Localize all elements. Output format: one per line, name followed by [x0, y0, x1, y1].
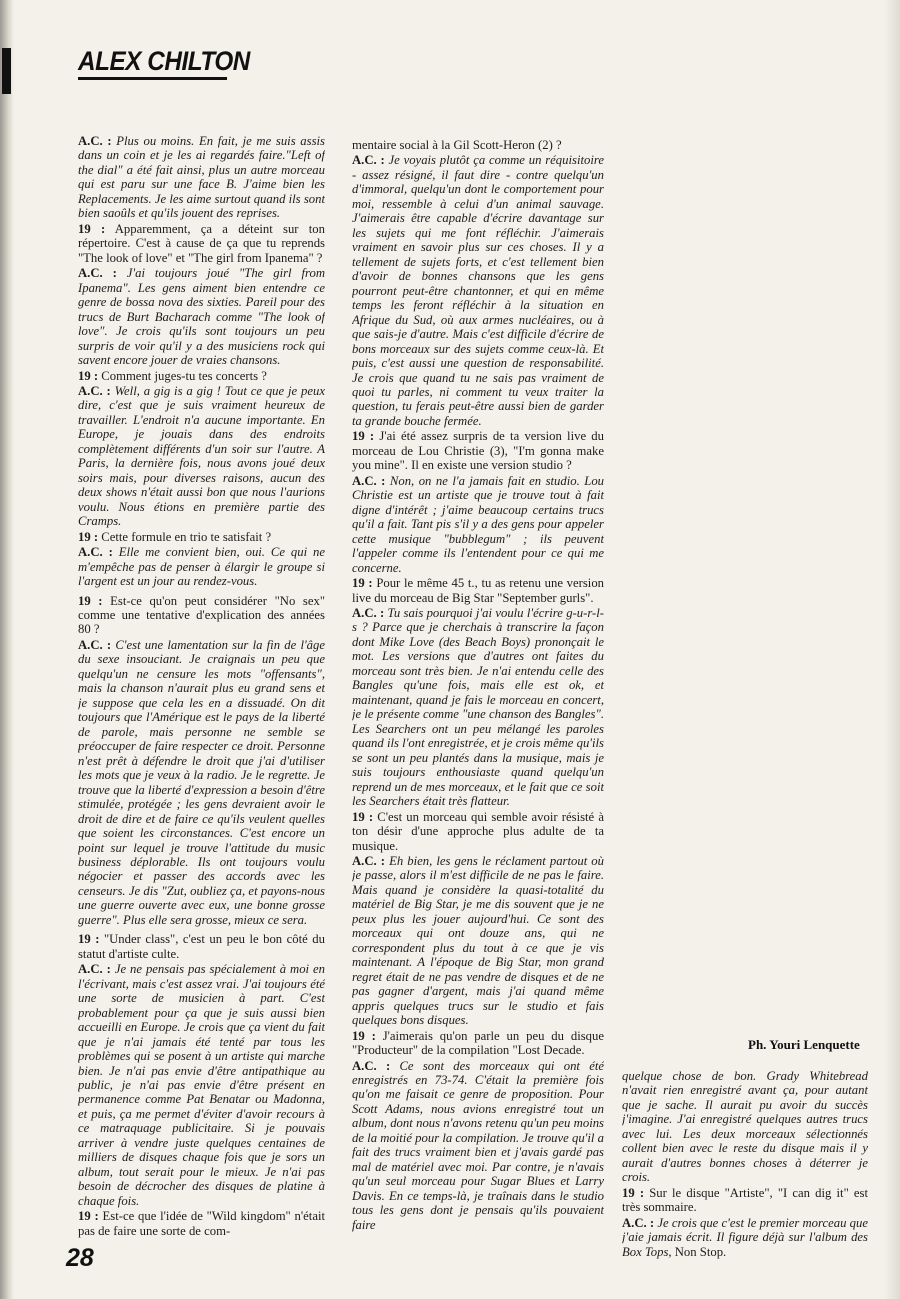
paragraph-text: Plus ou moins. En fait, je me suis assis dans un coin et je les ai regardés faire."Left of the dial" a été fait ainsi, plus un autre morceau qui est paru sur une face B. J'aime bien les Replacements. Je les aime surtout quand ils sont bien saoûls et qu'ils jouent des reprises. — [78, 134, 325, 221]
speaker-label: 19 : — [78, 593, 103, 608]
paragraph-text: Eh bien, les gens le réclament partout où je passe, alors il m'est difficile de ne pas le faire. Mais quand je considère la quasi-totalité du matériel de Big Star, je me dis souvent que je ne peux plus les jouer aujourd'hui. Ce sont des morceaux qui ont douze ans, qui ne correspondent plus du tout à ce que je vis maintenant. A l'époque de Big Star, mon grand regret était de ne pas vendre de disques et de ne pas gagner d'argent, mais j'ai quand même appris quelques trucs sur le studio et fais quelques bons disques. — [352, 853, 604, 1028]
paragraph-text: Sur le disque "Artiste", "I can dig it" est très sommaire. — [622, 1185, 868, 1215]
interview-answer — [352, 153, 604, 428]
speaker-label: 19 : — [78, 1209, 99, 1224]
paragraph-text: J'ai été assez surpris de ta version live du morceau de Lou Christie (3), "I'm gonna make you mine". Il en existe une version studio ? — [352, 429, 604, 473]
interview-question — [78, 1209, 325, 1238]
interview-question — [352, 138, 604, 152]
title-underline — [78, 77, 227, 80]
interview-answer — [78, 384, 325, 529]
interview-question — [78, 530, 325, 544]
interview-answer — [352, 1059, 604, 1233]
spine-marker — [2, 48, 11, 94]
speaker-label: 19 : — [352, 576, 373, 591]
speaker-label: A.C. : — [352, 1058, 391, 1073]
interview-question — [78, 932, 325, 961]
interview-answer — [78, 545, 325, 588]
interview-answer — [622, 1069, 868, 1185]
interview-question — [622, 1186, 868, 1215]
interview-question — [352, 429, 604, 472]
paragraph-text: Je voyais plutôt ça comme un réquisitoire - assez résigné, il faut dire - contre quelqu'un d'immoral, quelqu'un dont le comportement pour moi, ressemble à celui d'un animal sauvage. J'aimerais être capable d'écrire davantage sur les sujets qui me font réfléchir. J'aimerais vraiment en savoir plus sur ces choses. Il y a tellement de sujets forts, et c'est tellement bien d'avoir de bonnes chansons que les gens pourront peut-être chantonner, et qui en même temps les feront réfléchir à la situation en Afrique du Sud, où aux armes nucléaires, ou à que sais-je d'autre. Mais c'est difficile d'écrire de bons morceaux sur des sujets comme ceux-là. Et puis, c'est aussi une question de responsabilité. Je crois que quand tu ne sais pas vraiment de quoi tu parles, ni comment tu veux traiter la question, tu ferais peut-être aussi bien de garder ta grande bouche fermée. — [352, 153, 604, 428]
speaker-label: A.C. : — [78, 266, 117, 281]
interview-answer — [78, 638, 325, 927]
speaker-label: 19 : — [352, 809, 374, 824]
text-column-2 — [352, 138, 604, 1248]
speaker-label: A.C. : — [78, 383, 111, 398]
photo-credit: Ph. Youri Lenquette — [748, 1037, 860, 1052]
interview-answer — [78, 962, 325, 1208]
speaker-label: 19 : — [78, 932, 100, 947]
paragraph-text: Tu sais pourquoi j'ai voulu l'écrire g-u-r-l-s ? Parce que je cherchais à transcrire la façon dont Mike Love (des Beach Boys) prononçait le mot. Les versions que d'autres ont faites du morceau sont très bien. Je n'ai entendu celle des Bangles qu'une fois, mais elle est ok, et maintenant, quand je fais le morceau en concert, je le présente comme "une chanson des Bangles". Les Searchers ont un peu mélangé les paroles quand ils l'ont enregistrée, et je crois même qu'ils se sont un peu plantés dans la musique, mais je suis toujours enthousiaste quand quelqu'un reprend un de mes morceaux, et le fait que ce soit les Searchers était très flatteur. — [352, 606, 604, 809]
interview-answer — [352, 606, 604, 809]
speaker-label: A.C. : — [78, 134, 112, 148]
interview-answer — [78, 266, 325, 367]
paragraph-text: Pour le même 45 t., tu as retenu une version live du morceau de Big Star "September gurls". — [352, 576, 604, 605]
paragraph-text: "Under class", c'est un peu le bon côté du statut d'artiste culte. — [78, 932, 325, 961]
paragraph-text: Non, on ne l'a jamais fait en studio. Lou Christie est un artiste que je trouve tout à fait digne d'intérêt ; j'aime beaucoup certains trucs qu'il a fait. Tant pis s'il y a des gens pour appeler cette musique "bubblegum" ; ils peuvent l'appeler comme ils l'entendent pour ce qui me concerne. — [352, 473, 604, 575]
speaker-label: 19 : — [352, 429, 375, 444]
interview-answer — [78, 134, 325, 221]
page-edge — [884, 0, 900, 1299]
speaker-label: A.C. : — [78, 962, 111, 977]
interview-question — [78, 369, 325, 383]
paragraph-text: Est-ce que l'idée de "Wild kingdom" n'était pas de faire une sorte de com- — [78, 1209, 325, 1238]
interview-question — [352, 576, 604, 605]
interview-question — [78, 222, 325, 265]
speaker-label: 19 : — [78, 529, 99, 544]
speaker-label: A.C. : — [352, 153, 385, 168]
paragraph-text: Je crois que c'est le premier morceau que j'aie jamais écrit. Il figure déjà sur l'album des Box Tops, — [622, 1215, 868, 1259]
speaker-label: 19 : — [78, 368, 99, 383]
speaker-label: A.C. : — [78, 545, 113, 560]
speaker-label: A.C. : — [622, 1215, 655, 1230]
interview-answer — [352, 474, 604, 575]
interview-question — [78, 594, 325, 637]
text-column-1 — [78, 134, 325, 1244]
paragraph-text: Comment juges-tu tes concerts ? — [101, 368, 267, 383]
speaker-label: 19 : — [352, 1028, 376, 1043]
paragraph-text: Elle me convient bien, oui. Ce qui ne m'empêche pas de penser à élargir le groupe si l'argent est un jour au rendez-vous. — [78, 545, 325, 589]
paragraph-text: C'est un morceau qui semble avoir résisté à ton désir d'une approche plus adulte de ta musique. — [352, 809, 604, 853]
speaker-label: 19 : — [622, 1185, 645, 1200]
interview-question — [352, 1029, 604, 1058]
interview-answer — [352, 854, 604, 1028]
speaker-label: A.C. : — [352, 473, 386, 488]
speaker-label: A.C. : — [78, 637, 112, 652]
paragraph-text: J'aimerais qu'on parle un peu du disque "Producteur" de la compilation "Lost Decade. — [352, 1028, 604, 1058]
paragraph-text: J'ai toujours joué "The girl from Ipanema". Les gens aiment bien entendre ce genre de bossa nova des sixties. Pareil pour des trucs de Burt Bacharach comme "The look of love". Je crois qu'ils sont toujours un peu surpris de voir qu'il y a des musiciens rock qui savent encore jouer de vraies chansons. — [78, 266, 325, 368]
paragraph-text: Well, a gig is a gig ! Tout ce que je peux dire, c'est que je suis vraiment heureux de travailler. L'endroit n'a aucune importante. En Europe, je jouais dans des endroits complètement différents d'un soir sur l'autre. A Paris, la dernière fois, nous avons joué deux soirs mais, pour diverses raisons, aucun des deux shows n'était aussi bon que nous l'aurions voulu. Nous étions en première partie des Cramps. — [78, 383, 325, 529]
interview-answer — [622, 1216, 868, 1259]
speaker-label: A.C. : — [352, 853, 385, 868]
page-spine — [0, 0, 14, 1299]
paragraph-text: Je ne pensais pas spécialement à moi en l'écrivant, mais c'est assez vrai. J'ai toujours été une sorte de musicien à part. C'est probablement pour ça que je suis aussi bien accueilli en Europe. Je crois que ça vient du fait que je n'ai jamais été tenté par tous les problèmes qui se posent à un artiste qui marche bien. Je n'ai pas envie d'être antipathique au public, je n'ai pas envie d'être présent en permanence comme Pat Benatar ou Madonna, et puis, ça me permet d'éviter d'avoir recours à ce matraquage publicitaire. Si je pouvais arriver à vendre juste quelques centaines de milliers de disques chaque fois que je sors un album, tout serait pour le mieux. Je n'ai pas besoin de décrocher des disques de platine à chaque fois. — [78, 962, 325, 1208]
album-name: Non Stop. — [671, 1244, 727, 1259]
paragraph-text: mentaire social à la Gil Scott-Heron (2) ? — [352, 138, 562, 152]
page-number: 28 — [66, 1244, 94, 1272]
page-title: ALEX CHILTON — [78, 46, 250, 76]
paragraph-text: Cette formule en trio te satisfait ? — [101, 529, 272, 544]
paragraph-text: quelque chose de bon. Grady Whitebread n'avait rien enregistré avant ça, pour autant que je sache. Il aurait pu avoir du succès j'imagine. J'ai enregistré quelques autres trucs avec lui. Les deux morceaux sélectionnés collent bien avec le reste du disque mais il y aurait d'autres bonnes choses à déterrer je crois. — [622, 1069, 868, 1185]
paragraph-text: Est-ce qu'on peut considérer "No sex" comme une tentative d'explication des années 80 ? — [78, 593, 325, 637]
interview-question — [352, 810, 604, 853]
paragraph-text: Apparemment, ça a déteint sur ton répertoire. C'est à cause de ça que tu reprends "The look of love" et "The girl from Ipanema" ? — [78, 221, 325, 265]
speaker-label: 19 : — [78, 221, 106, 236]
paragraph-text: Ce sont des morceaux qui ont été enregistrés en 73-74. C'était la première fois qu'on me faisait ce genre de proposition. Pour Scott Adams, nous avions enregistré tout un album, dont nous n'avons retenu qu'un peu moins de la moitié pour la compilation. Je trouve qu'il a fait des trucs vraiment bien et j'avais gardé pas mal de matériel avec moi. Par contre, je n'avais qu'un seul morceau pour Sugar Blues et Larry Davis. En ce temps-là, je traînais dans le studio tous les gens dont je pensais qu'ils pouvaient faire — [352, 1058, 604, 1232]
paragraph-text: C'est une lamentation sur la fin de l'âge du sexe insouciant. Je craignais un peu que quelqu'un ne censure les mots "offensants", mais la chanson n'aurait plus eu grand sens et je suppose que cela les en a dissuadé. On dit toujours que l'Amérique est le pays de la liberté de parole, mais personne ne semble se préoccuper de faire respecter ce droit. Personne n'est prêt à défendre le droit que j'ai d'utiliser les mots que je veux à la radio. Je le regrette. Je trouve que la liberté d'expression a besoin d'être stimulée, protégée ; les gens devraient avoir le droit de dire et de faire ce qu'ils veulent quelles que soient les circonstances. C'est encore un point sur lequel je trouve l'attitude du music business déplorable. Ils ont toujours voulu négocier et passer des accords avec les censeurs. Je dis "Zut, oubliez ça, et payons-nous une guerre ouverte avec eux, une bonne grosse guerre". Plus elle sera grosse, mieux ce sera. — [78, 637, 325, 927]
speaker-label: A.C. : — [352, 606, 385, 620]
text-column-3 — [622, 1069, 868, 1269]
